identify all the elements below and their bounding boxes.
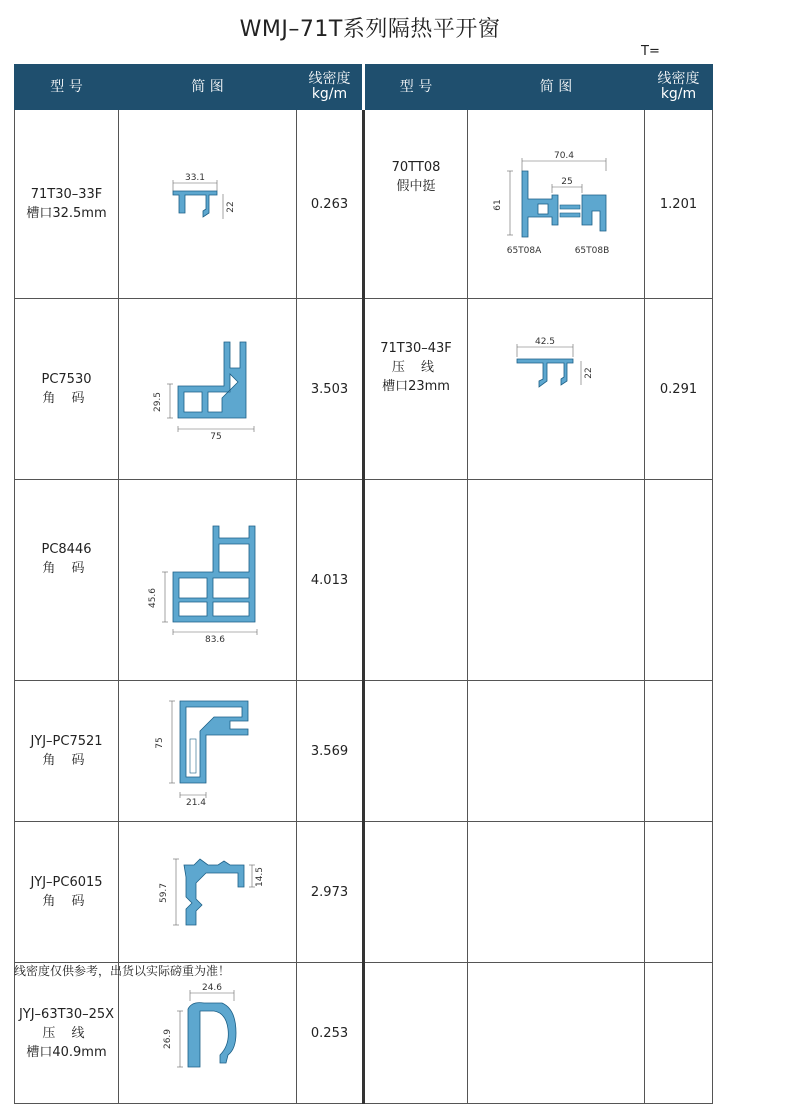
drawing-cell	[468, 299, 645, 480]
table-row	[15, 480, 713, 681]
svg-text:75: 75	[209, 432, 222, 442]
empty-cell	[364, 480, 468, 681]
table-row	[15, 110, 713, 299]
svg-text:33.1: 33.1	[184, 173, 205, 183]
svg-text:70.4: 70.4	[553, 151, 575, 161]
svg-text:45.6: 45.6	[147, 587, 158, 608]
svg-text:22: 22	[584, 367, 594, 379]
header-drawing: 简 图	[468, 65, 645, 110]
model-cell: JYJ–PC6015 角 码	[15, 822, 119, 963]
empty-cell	[645, 681, 713, 822]
empty-cell	[645, 480, 713, 681]
empty-cell	[364, 681, 468, 822]
svg-text:83.6: 83.6	[204, 634, 225, 643]
profile-table	[14, 64, 713, 1104]
model-cell: PC8446 角 码	[15, 480, 119, 681]
profile-drawing-jyj-pc6015	[148, 847, 268, 937]
density-cell: 1.201	[645, 110, 713, 299]
profile-drawing-jyj-63t30-25x	[148, 983, 268, 1083]
empty-cell	[468, 822, 645, 963]
header-density: 线密度 kg/m	[645, 65, 713, 110]
svg-text:26.9: 26.9	[162, 1028, 173, 1050]
table-row	[15, 822, 713, 963]
svg-text:21.4: 21.4	[185, 798, 206, 808]
empty-cell	[468, 681, 645, 822]
empty-cell	[364, 822, 468, 963]
profile-drawing-70tt08	[486, 149, 626, 259]
drawing-cell	[119, 480, 297, 681]
svg-text:75: 75	[154, 737, 165, 749]
drawing-cell	[119, 110, 297, 299]
drawing-cell	[119, 681, 297, 822]
density-cell: 0.253	[297, 963, 364, 1104]
density-cell: 3.503	[297, 299, 364, 480]
header-density: 线密度 kg/m	[297, 65, 364, 110]
footnote: 线密度仅供参考，出货以实际磅重为准！	[14, 964, 231, 978]
svg-text:25: 25	[561, 177, 573, 187]
svg-text:24.6: 24.6	[201, 983, 222, 993]
density-cell: 3.569	[297, 681, 364, 822]
profile-drawing-pc8446	[143, 518, 273, 643]
header-drawing: 简 图	[119, 65, 297, 110]
svg-text:29.5: 29.5	[152, 391, 163, 413]
drawing-cell	[119, 299, 297, 480]
density-cell: 2.973	[297, 822, 364, 963]
model-cell: PC7530 角 码	[15, 299, 119, 480]
svg-text:42.5: 42.5	[534, 337, 556, 347]
empty-cell	[645, 822, 713, 963]
profile-drawing-71t30-43f	[511, 335, 601, 405]
svg-text:65T08B: 65T08B	[574, 246, 610, 256]
drawing-cell	[468, 110, 645, 299]
svg-text:65T08A: 65T08A	[506, 246, 542, 256]
profile-drawing-71t30-33f	[163, 169, 253, 239]
header-model: 型 号	[15, 65, 119, 110]
drawing-cell	[119, 822, 297, 963]
t-label: T=	[641, 44, 660, 59]
density-cell: 4.013	[297, 480, 364, 681]
svg-text:22: 22	[225, 201, 236, 213]
model-cell: JYJ–PC7521 角 码	[15, 681, 119, 822]
model-cell: 70TT08 假中挺	[364, 110, 468, 299]
empty-cell	[468, 480, 645, 681]
svg-text:61: 61	[493, 199, 503, 211]
model-cell: 71T30–43F 压 线 槽口23mm	[364, 299, 468, 480]
profile-drawing-jyj-pc7521	[148, 691, 268, 811]
header-row	[15, 65, 713, 110]
table-row	[15, 299, 713, 480]
density-cell: 0.263	[297, 110, 364, 299]
header-model: 型 号	[364, 65, 468, 110]
density-cell: 0.291	[645, 299, 713, 480]
svg-text:59.7: 59.7	[158, 882, 169, 904]
model-cell: JYJ–63T30–25X 压 线 槽口40.9mm	[15, 963, 119, 1104]
svg-text:14.5: 14.5	[254, 866, 265, 888]
model-cell: 71T30–33F 槽口32.5mm	[15, 110, 119, 299]
table-row	[15, 681, 713, 822]
profile-drawing-pc7530	[148, 334, 268, 444]
page-title: WMJ–71T系列隔热平开窗	[239, 17, 501, 42]
